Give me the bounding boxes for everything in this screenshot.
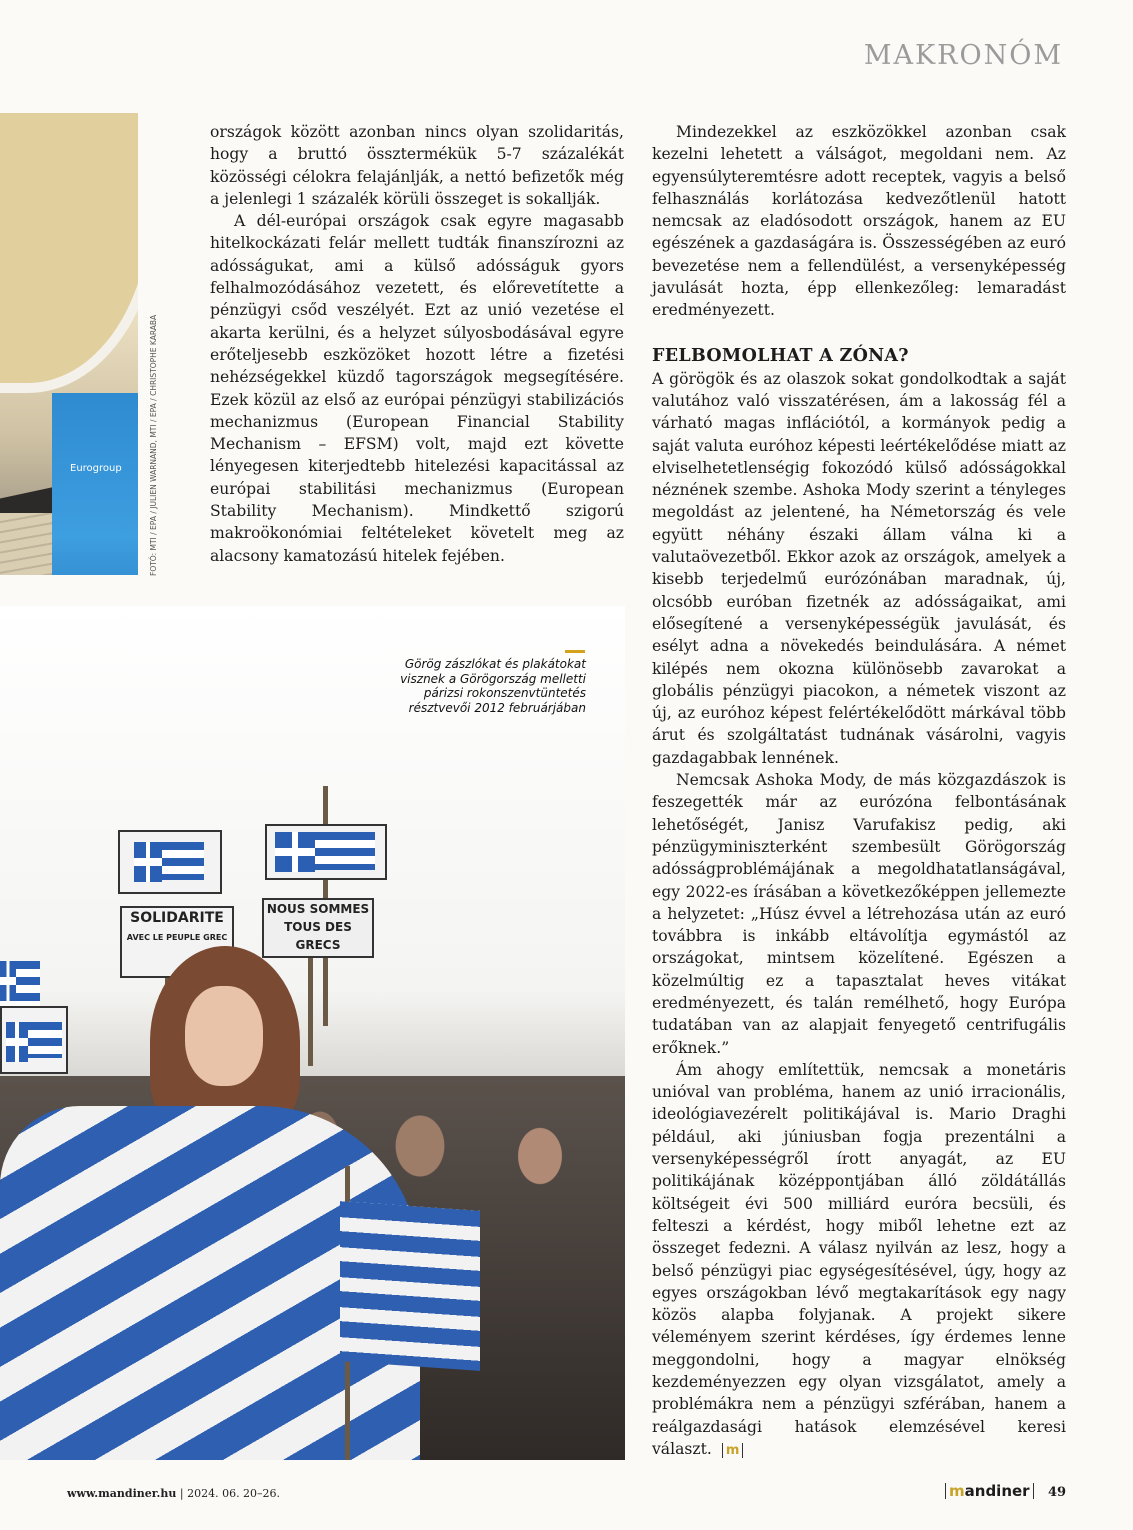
eurogroup-banner-text: Eurogroup <box>70 463 122 474</box>
mandiner-logo <box>945 1483 1034 1499</box>
section-heading: FELBOMOLHAT A ZÓNA? <box>652 345 909 366</box>
solidarite-text: SOLIDARITE <box>130 910 224 926</box>
staircase-curve <box>0 113 138 393</box>
paragraph: A dél-európai országok csak egyre magasabb hitelkockázati felár mellett tudták finanszírozni az adósságukat, ami a külső adósságuk gyors felhalmozódásához vezetett, és előrevetítette a pénzügyi csőd veszélyét. Ezt az unió vezetése el akarta kerülni, és a helyzet súlyosbodásával egyre erőteljesebb eszközöket hozott létre a fizetési nehézségekkel küzdő tagországok megsegítésére. Ezek közül az első az európai pénzügyi stabilizációs mechanizmus (European Financial Stability Mechanism – EFSM) volt, majd ezt követte lényegesen kiterjedtebb hitelezési kapacitással az európai stabilitási mechanizmus (European Stability Mechanism). Mindkettő szigorú makroökonómiai feltételeket követelt meg az alacsony kamatozású hitelek fejében. <box>210 212 624 565</box>
nous-sommes-subtext: TOUS DES GRECS <box>284 920 352 952</box>
greek-flag <box>275 832 375 870</box>
photo-caption: Görög zászlókat és plakátokat visznek a Görögország melletti párizsi rokonszenvtüntetés résztvevői 2012 februárjában <box>400 657 586 715</box>
nous-sommes-sign <box>262 898 374 958</box>
protest-photo <box>0 606 625 1460</box>
solidarite-subtext: AVEC LE PEUPLE GREC <box>126 933 228 942</box>
paragraph: Nemcsak Ashoka Mody, de más közgazdászok is feszegették már az eurózóna felbontásának lehetőségét, Janisz Varufakisz pedig, aki pénzügyminiszterként szembesült Görögország adósságproblémájának a megoldhatatlanságával, egy 2022-es írásában a következőképpen jellemezte a helyzetet: „Húsz évvel a létrehozása után az euró továbbra is inkább eltávolítja egymástól az országokat, mintsem közelítené. Egészen a közelmúltig ez a tapasztalat heves vitákat eredményezett, és talán remélhető, hogy Európa tudatában van az alapjait fenyegető centrifugális erőknek.” <box>652 771 1066 1057</box>
footer-url: www.mandiner.hu <box>67 1487 177 1500</box>
footer-site: www.mandiner.hu | 2024. 06. 20–26. <box>67 1487 281 1500</box>
greek-flag-sign <box>118 830 222 894</box>
paragraph: Mindezekkel az eszközökkel azonban csak kezelni lehetett a válságot, megoldani nem. Az egyensúlyteremtésre adott receptek, vagyis a belső felhasználás korlátozása kedvezőtlenül hatott nemcsak az eladósodott országok, hanem az EU egészének a gazdaságára is. Összességében az euró bevezetése nem a fellendülést, a versenyképesség javulását hozta, épp ellenkezőleg: lemaradást eredményezett. <box>652 123 1066 320</box>
paragraph: országok között azonban nincs olyan szolidaritás, hogy a bruttó össztermékük 5-7 százalékát közösségi célokra felajánlják, a nettó befizetők még a jelenlegi 1 százalék körüli összeget is sokallják. <box>210 123 624 208</box>
woman-face <box>185 986 263 1086</box>
photo-credit: FOTÓ: MTI / EPA / JULIEN WARNAND, MTI / EPA / CHRISTOPHE KARABA <box>149 314 158 576</box>
caption-accent <box>565 650 585 653</box>
nous-sommes-text: NOUS SOMMES <box>266 902 370 916</box>
article-column-left <box>210 121 624 567</box>
end-mark: m <box>722 1443 744 1458</box>
greek-flag-held <box>340 1201 480 1371</box>
paragraph-text: Ám ahogy említettük, nemcsak a monetáris unióval van probléma, hanem az unió irracionális, ideológiavezérelt politikájával is. Mario Draghi például, aki júniusban fogja prezentálni a versenyképességről írott anyagát, az EU politikájának középpontjában álló zöldátállás költségeit évi 500 milliárd euróra becsüli, és felteszi a kérdést, hogy miből lehetne ezt az összeget fedezni. A válasz nyilván az lesz, hogy a belső pénzügyi piac egységesítésével, úgy, hogy az egyes országokban lévő megtakarítások egy nagy közös alapba folyjanak. A projekt sikere véleményem szerint kérdéses, így érdemes lenne meggondolni, hogy a magyar elnökség kezdeményezzen egy olyan vizsgálatot, amely a problémákra nem a pénzügyi szférában, hanem a reálgazdasági hatások elemzésével keresi választ. <box>652 1060 1066 1458</box>
logo-m: m <box>949 1482 965 1500</box>
eurogroup-photo <box>0 113 138 575</box>
footer-date: 2024. 06. 20–26. <box>187 1487 281 1500</box>
greek-flag-sign <box>265 824 387 880</box>
greek-flag <box>134 842 204 880</box>
greek-flag-sign <box>0 1006 68 1074</box>
eurogroup-banner <box>52 393 138 575</box>
greek-flag <box>6 1022 62 1058</box>
section-label: MAKRONÓM <box>863 40 1063 71</box>
paragraph: A görögök és az olaszok sokat gondolkodtak a saját valutához való visszatérésen, ám a lakosság fél a várható magas inflációtól, a kormányok pedig a saját valuta euróhoz képesti leértékelődése miatt az elviselhetetlenségig fokozódó külső adósságokkal néznének szembe. Ashoka Mody szerint a tényleges megoldást az jelentené, ha Németország és vele együtt néhány északi állam válna ki a valutaövezetből. Ekkor azok az országok, amelyek a kisebb terjedelmű eurózónában maradnak, új, olcsóbb euróban fizetnék az adósságaikat, ami elősegítené a versenyképességük javulását, és esélyt adna a növekedés beindulására. A német kilépés nem okozna különösebb zavarokat a globális pénzügyi piacokon, a németek viszont az új, az euróhoz képest felértékelődött márkával több árut és szolgáltatást tudnának vásárolni, vagyis gazdagabbak lennének. <box>652 369 1066 767</box>
logo-rest: andiner <box>964 1482 1030 1500</box>
article-column-right <box>652 121 1066 1462</box>
paragraph <box>652 1059 1066 1462</box>
page-number: 49 <box>1048 1485 1067 1500</box>
